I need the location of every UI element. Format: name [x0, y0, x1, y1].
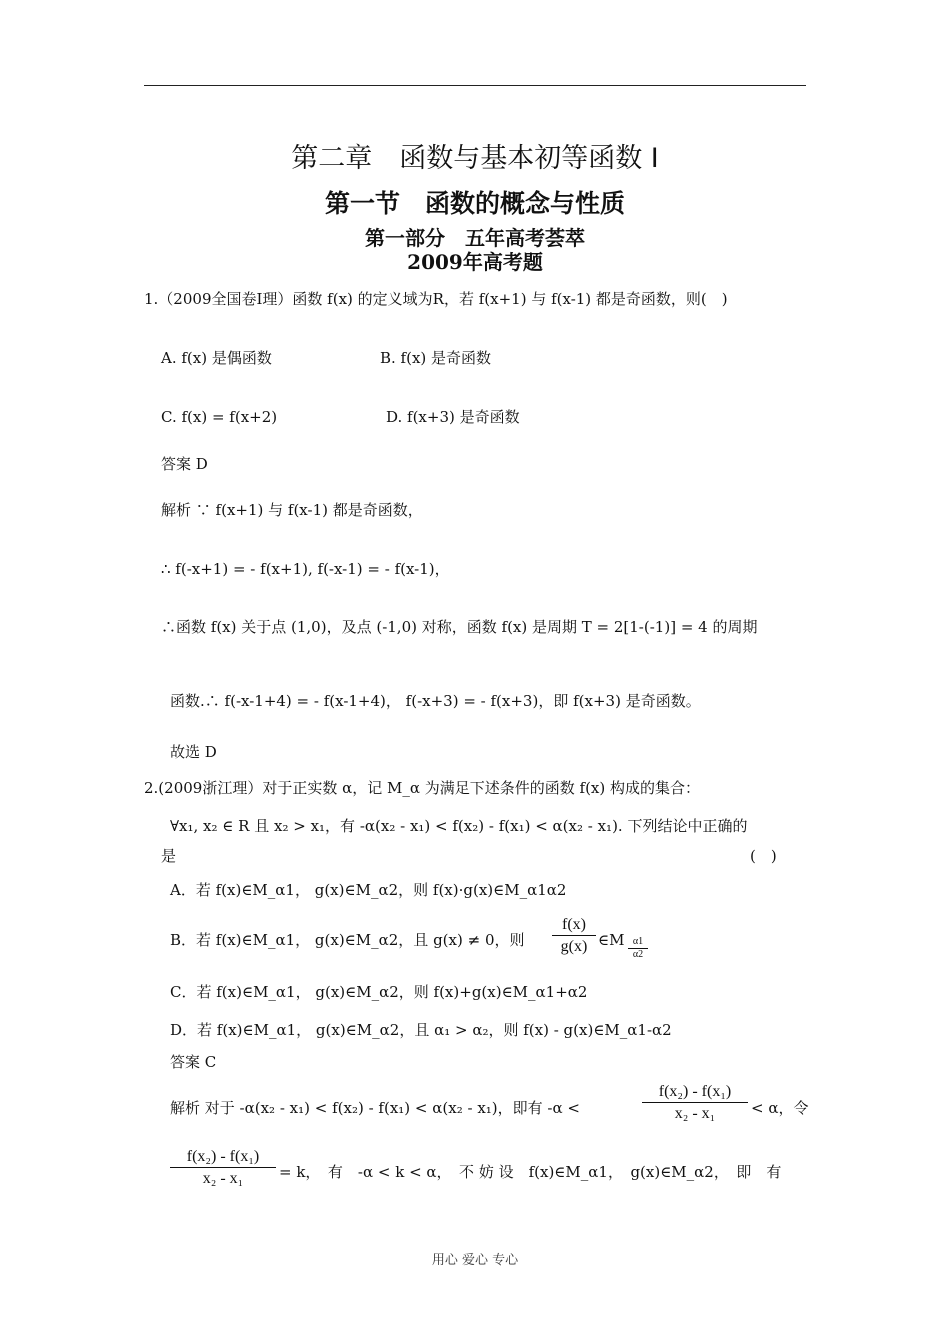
- q2-option-b: [170, 930, 525, 950]
- q2-solution-line-1-tail: < α，令: [751, 1099, 809, 1117]
- q1-solution-line-4: 函数.∴ f(-x-1+4) = - f(x-1+4)， f(-x+3) = - f(x+3)，即 f(x+3) 是奇函数。: [170, 692, 701, 710]
- part-title: 第一部分 五年高考荟萃: [365, 226, 585, 250]
- page-footer: 用心 爱心 专心: [431, 1253, 519, 1268]
- q2-stem-line-1: 2.(2009浙江理）对于正实数 α，记 M_α 为满足下述条件的函数 f(x) 构成的集合：: [144, 779, 701, 797]
- q1-option-d: D. f(x+3) 是奇函数: [386, 408, 520, 426]
- q2-solution-fraction-1-denominator: x₂ - x₁: [674, 1105, 716, 1122]
- q1-option-b: B. f(x) 是奇函数: [380, 349, 492, 367]
- q2-option-b-fraction: [552, 915, 596, 958]
- q1-conclusion: 故选 D: [170, 743, 217, 761]
- q2-option-c: C．若 f(x)∈M_α1， g(x)∈M_α2，则 f(x)+g(x)∈M_α1+α2: [170, 983, 588, 1001]
- q2-solution-fraction-2-numerator: f(x₂) - f(x₁): [186, 1148, 260, 1165]
- q1-solution-line-1: 解析 ∵ f(x+1) 与 f(x-1) 都是奇函数，: [161, 501, 423, 519]
- q2-solution-fraction-1: [642, 1082, 748, 1125]
- q2-option-b-set: ∈M: [598, 931, 625, 949]
- q2-option-b-sub-numerator: α1: [632, 936, 644, 947]
- chapter-title: 第二章 函数与基本初等函数 I: [291, 143, 659, 174]
- q1-answer: 答案 D: [161, 455, 208, 473]
- q2-option-b-numerator: f(x): [562, 916, 586, 933]
- q1-solution-line-3: ∴函数 f(x) 关于点 (1,0)，及点 (-1,0) 对称，函数 f(x) 是周期 T = 2[1-(-1)] = 4 的周期: [161, 618, 758, 636]
- year-heading: 2009年高考题: [407, 250, 543, 274]
- q1-option-a: A. f(x) 是偶函数: [161, 349, 272, 367]
- q2-answer-paren: ( ): [750, 847, 777, 865]
- q2-option-a: A．若 f(x)∈M_α1， g(x)∈M_α2，则 f(x)·g(x)∈M_α1α2: [170, 881, 567, 899]
- q2-solution-line-1: 解析 对于 -α(x₂ - x₁) < f(x₂) - f(x₁) < α(x₂ - x₁)，即有 -α <: [170, 1099, 580, 1117]
- q2-stem-line-3: 是: [161, 847, 177, 865]
- q2-answer: 答案 C: [170, 1053, 217, 1071]
- q2-solution-line-2: = k， 有 -α < k < α， 不 妨 设 f(x)∈M_α1， g(x)∈M_α2， 即 有: [279, 1163, 782, 1181]
- q1-solution-line-2: ∴ f(-x+1) = - f(x+1), f(-x-1) = - f(x-1)，: [161, 560, 450, 578]
- q1-option-c: C. f(x) = f(x+2): [161, 408, 278, 426]
- q2-solution-fraction-2-denominator: x₂ - x₁: [202, 1170, 244, 1187]
- q2-option-b-subscript-fraction: [628, 936, 648, 961]
- q2-option-b-text: B．若 f(x)∈M_α1， g(x)∈M_α2，且 g(x) ≠ 0，则: [170, 931, 525, 949]
- q2-option-d: D．若 f(x)∈M_α1， g(x)∈M_α2，且 α₁ > α₂，则 f(x) - g(x)∈M_α1-α2: [170, 1021, 672, 1039]
- q2-solution-fraction-2: [170, 1147, 276, 1190]
- q1-stem: 1.（2009全国卷Ⅰ理）函数 f(x) 的定义域为R，若 f(x+1) 与 f(x-1) 都是奇函数，则( ): [144, 290, 728, 308]
- q2-solution-fraction-1-numerator: f(x₂) - f(x₁): [658, 1083, 732, 1100]
- section-title: 第一节 函数的概念与性质: [324, 189, 625, 218]
- q2-option-b-sub-denominator: α2: [632, 949, 644, 960]
- q2-option-b-denominator: g(x): [560, 938, 588, 955]
- header-rule: [144, 85, 806, 86]
- q2-stem-line-2: ∀x₁, x₂ ∈ R 且 x₂ > x₁，有 -α(x₂ - x₁) < f(x₂) - f(x₁) < α(x₂ - x₁). 下列结论中正确的: [170, 817, 748, 835]
